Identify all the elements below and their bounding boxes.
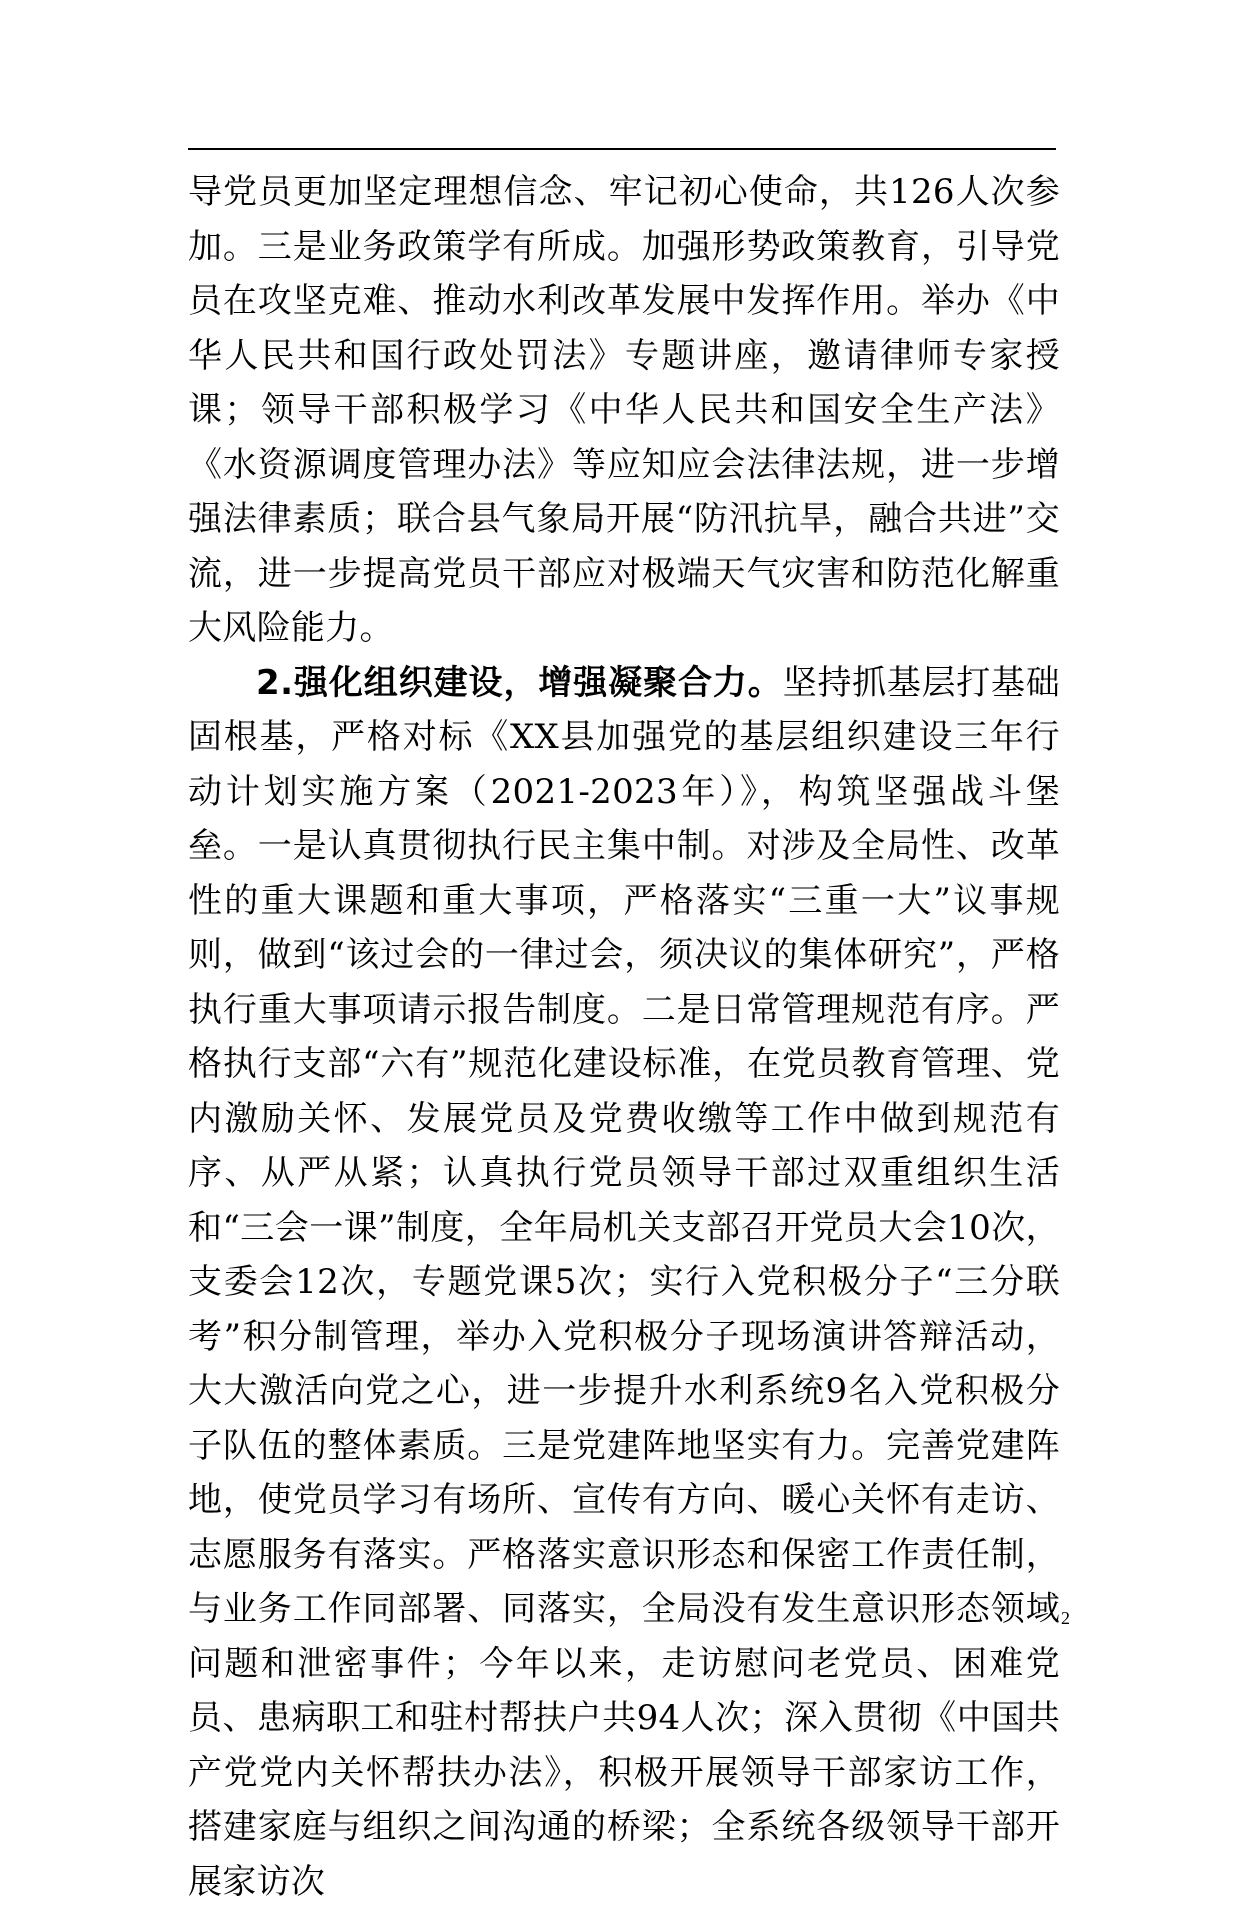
body-text: [188, 165, 1060, 1909]
section-heading: 2.强化组织建设，增强凝聚合力。: [256, 663, 783, 703]
header-rule: [188, 148, 1056, 150]
page-number: 2: [1030, 1608, 1070, 1628]
paragraph-continued: 导党员更加坚定理想信念、牢记初心使命，共126人次参加。三是业务政策学有所成。加强形势政策教育，引导党员在攻坚克难、推动水利改革发展中发挥作用。举办《中华人民共和国行政处罚法》专题讲座，邀请律师专家授课；领导干部积极学习《中华人民共和国安全生产法》《水资源调度管理办法》等应知应会法律法规，进一步增强法律素质；联合县气象局开展“防汛抗旱，融合共进”交流，进一步提高党员干部应对极端天气灾害和防范化解重大风险能力。: [188, 165, 1060, 656]
paragraph-body: 坚持抓基层打基础固根基，严格对标《XX县加强党的基层组织建设三年行动计划实施方案（2021-2023年）》，构筑坚强战斗堡垒。一是认真贯彻执行民主集中制。对涉及全局性、改革性的重大课题和重大事项，严格落实“三重一大”议事规则，做到“该过会的一律过会，须决议的集体研究”，严格执行重大事项请示报告制度。二是日常管理规范有序。严格执行支部“六有”规范化建设标准，在党员教育管理、党内激励关怀、发展党员及党费收缴等工作中做到规范有序、从严从紧；认真执行党员领导干部过双重组织生活和“三会一课”制度，全年局机关支部召开党员大会10次，支委会12次，专题党课5次；实行入党积极分子“三分联考”积分制管理，举办入党积极分子现场演讲答辩活动，大大激活向党之心，进一步提升水利系统9名入党积极分子队伍的整体素质。三是党建阵地坚实有力。完善党建阵地，使党员学习有场所、宣传有方向、暖心关怀有走访、志愿服务有落实。严格落实意识形态和保密工作责任制，与业务工作同部署、同落实，全局没有发生意识形态领域问题和泄密事件；今年以来，走访慰问老党员、困难党员、患病职工和驻村帮扶户共94人次；深入贯彻《中国共产党党内关怀帮扶办法》，积极开展领导干部家访工作，搭建家庭与组织之间沟通的桥梁；全系统各级领导干部开展家访次: [188, 663, 1060, 1902]
paragraph-organization-building: [188, 656, 1060, 1909]
